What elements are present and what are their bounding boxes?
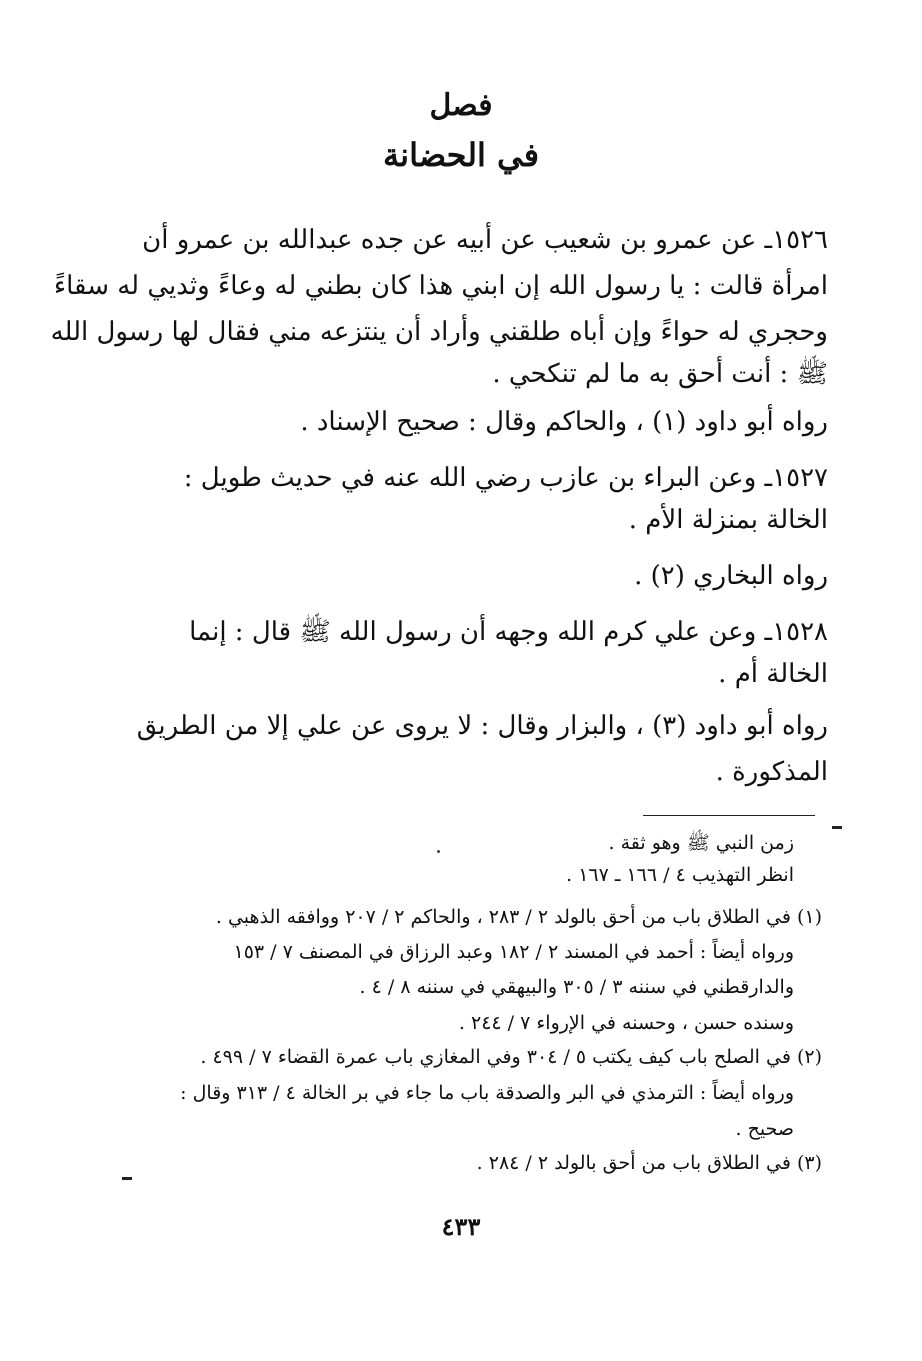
footnote-2-line-1: (٢) في الصلح باب كيف يكتب ٥ / ٣٠٤ وفي المغازي باب عمرة القضاء ٧ / ٤٩٩ . [200,1046,822,1068]
hadith-1526-line-2: امرأة قالت : يا رسول الله إن ابني هذا كان بطني له وعاءً وثديي له سقاءً [53,271,828,301]
margin-mark [122,1177,132,1180]
footnote-1-line-1: (١) في الطلاق باب من أحق بالولد ٢ / ٢٨٣ ، والحاكم ٢ / ٢٠٧ ووافقه الذهبي . [215,906,822,928]
page-number: ٤٣٣ [441,1212,481,1241]
scan-speck [437,850,440,853]
footnote-continuation-line-1: زمن النبي ﷺ وهو ثقة . [608,832,794,854]
source-reference-3-line-1: رواه أبو داود (٣) ، والبزار وقال : لا يروى عن علي إلا من الطريق [136,711,828,741]
source-reference-1: رواه أبو داود (١) ، والحاكم وقال : صحيح الإسناد . [300,407,828,437]
margin-mark [832,826,842,829]
hadith-1527-line-1: ١٥٢٧ـ وعن البراء بن عازب رضي الله عنه في حديث طويل : [183,463,828,493]
hadith-1528-line-2: الخالة أم . [718,659,828,689]
footnote-3-line-1: (٣) في الطلاق باب من أحق بالولد ٢ / ٢٨٤ . [476,1152,822,1174]
footnote-1-line-2: ورواه أيضاً : أحمد في المسند ٢ / ١٨٢ وعبد الرزاق في المصنف ٧ / ١٥٣ [233,941,794,963]
footnote-2-line-2: ورواه أيضاً : الترمذي في البر والصدقة باب ما جاء في بر الخالة ٤ / ٣١٣ وقال : [180,1082,794,1104]
hadith-1526-line-1: ١٥٢٦ـ عن عمرو بن شعيب عن أبيه عن جده عبدالله بن عمرو أن [142,225,828,255]
chapter-subheading: في الحضانة [383,136,539,174]
source-reference-3-line-2: المذكورة . [715,757,828,787]
footnote-1-line-3: والدارقطني في سننه ٣ / ٣٠٥ والبيهقي في سننه ٨ / ٤ . [359,976,794,998]
footnote-1-line-4: وسنده حسن ، وحسنه في الإرواء ٧ / ٢٤٤ . [458,1012,794,1034]
hadith-1528-line-1: ١٥٢٨ـ وعن علي كرم الله وجهه أن رسول الله ﷺ قال : إنما [189,617,828,647]
hadith-1526-line-3: وحجري له حواءً وإن أباه طلقني وأراد أن ينتزعه مني فقال لها رسول الله [50,317,828,347]
footnote-continuation-line-2: انظر التهذيب ٤ / ١٦٦ ـ ١٦٧ . [566,864,794,886]
chapter-heading: فصل [429,88,493,123]
hadith-1526-line-4: ﷺ : أنت أحق به ما لم تنكحي . [492,359,828,389]
footnote-separator [643,815,815,816]
source-reference-2: رواه البخاري (٢) . [634,561,828,591]
hadith-1527-line-2: الخالة بمنزلة الأم . [628,505,828,535]
footnote-2-line-3: صحيح . [735,1118,794,1140]
